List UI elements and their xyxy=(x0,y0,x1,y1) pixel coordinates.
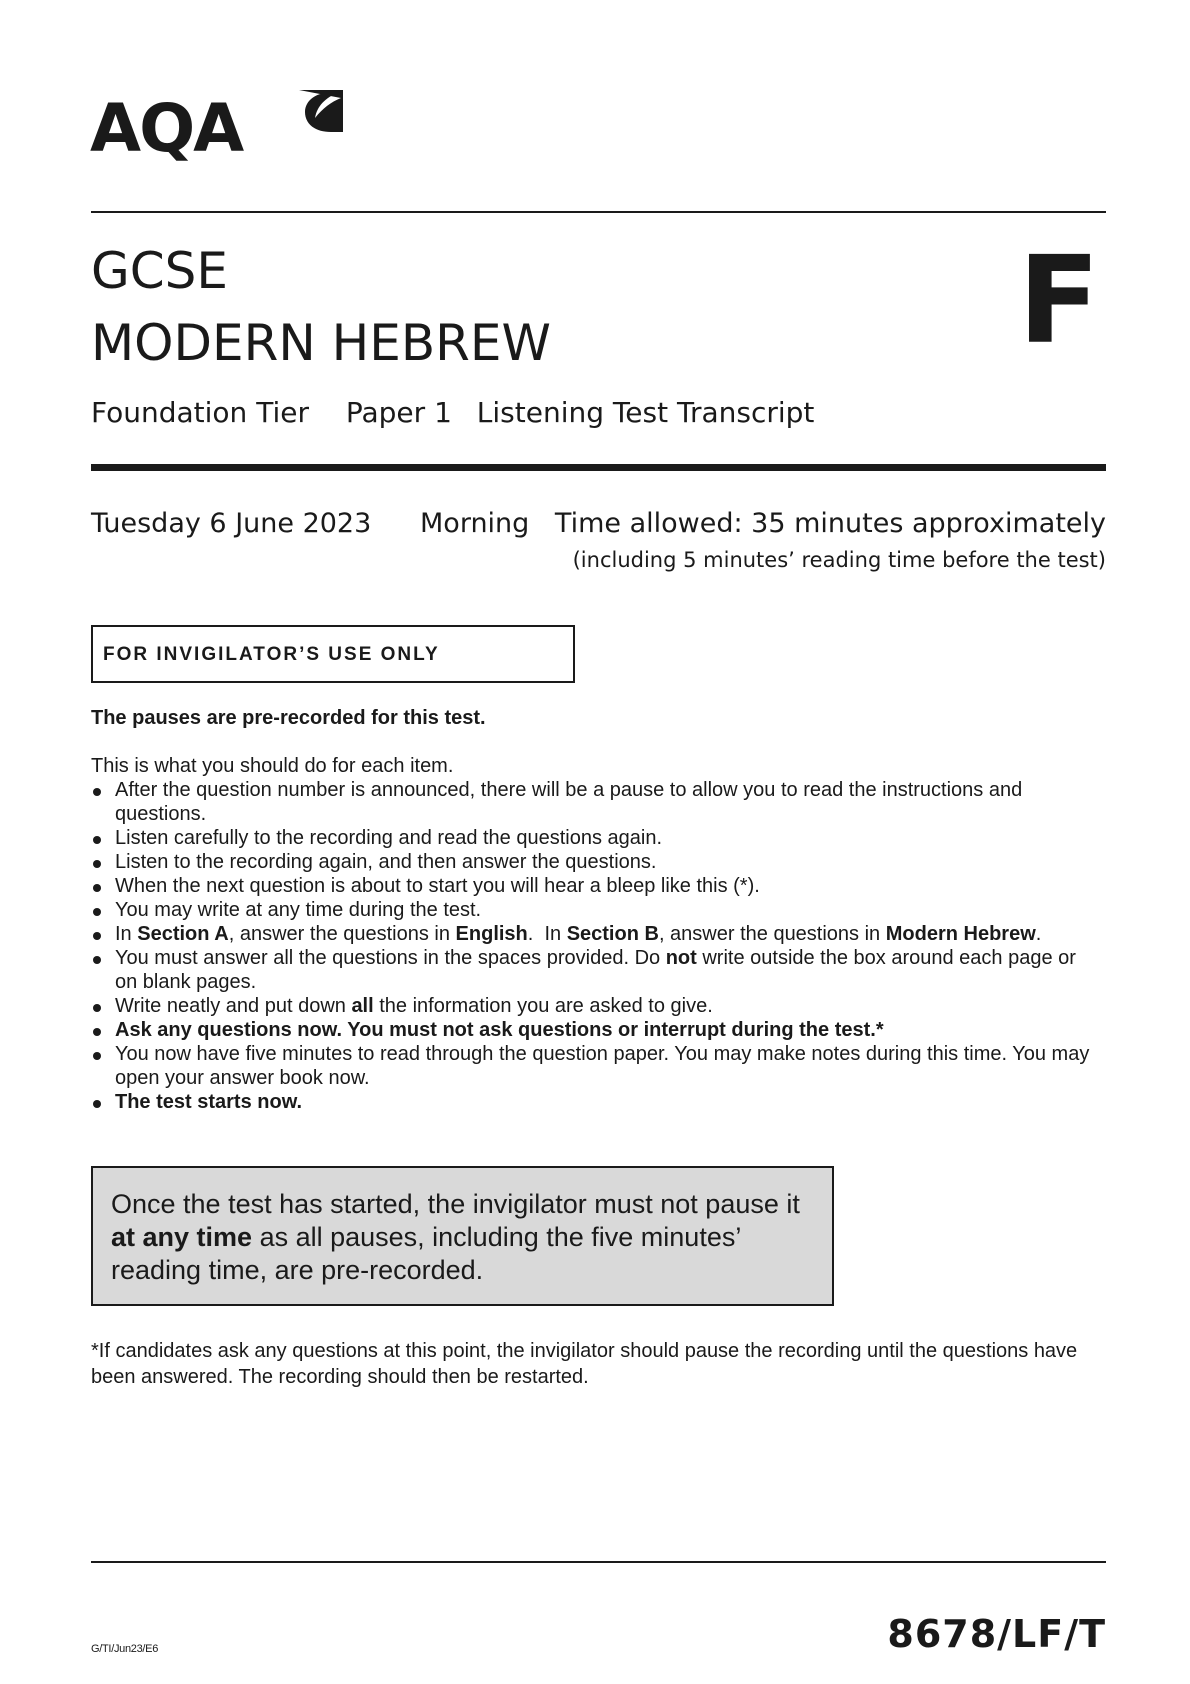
text-run: In xyxy=(115,923,138,945)
text-run-bold: Modern Hebrew xyxy=(885,923,1036,945)
time-note: (including 5 minutes’ reading time before the test) xyxy=(572,548,1106,572)
list-item: Listen carefully to the recording and read the questions again. xyxy=(91,826,1091,850)
text-run: Once the test has started, the invigilator must not pause it xyxy=(111,1189,800,1219)
text-run-bold: Section B xyxy=(566,923,659,945)
text-run: , answer the questions in xyxy=(228,923,456,945)
list-item xyxy=(91,946,1091,994)
qualification-title: GCSE xyxy=(91,242,228,300)
exam-date: Tuesday 6 June 2023 xyxy=(91,508,372,539)
paper-subtitle xyxy=(91,396,842,429)
aqa-logo xyxy=(90,86,350,178)
leaf-mark-icon xyxy=(295,86,347,146)
text-run: . In xyxy=(527,923,567,945)
list-item xyxy=(91,1090,1091,1114)
text-run-bold: Ask any questions now. You must not ask questions or interrupt during the test.* xyxy=(115,1019,884,1041)
list-item xyxy=(91,922,1091,946)
text-run: You must answer all the questions in the spaces provided. Do xyxy=(115,947,666,969)
component-label: Listening Test Transcript xyxy=(476,396,815,429)
subject-title: MODERN HEBREW xyxy=(91,314,551,372)
instructions-intro: This is what you should do for each item. xyxy=(91,755,454,777)
text-run-bold: at any time xyxy=(111,1222,253,1252)
list-item: You may write at any time during the test. xyxy=(91,898,1091,922)
text-run-bold: all xyxy=(351,995,374,1017)
list-item xyxy=(91,1018,1091,1042)
reference-code: G/TI/Jun23/E6 xyxy=(91,1643,159,1655)
list-item: You now have five minutes to read through the question paper. You may make notes during this time. You may open your answer book now. xyxy=(91,1042,1091,1090)
tier-letter: F xyxy=(1018,232,1100,371)
text-run: . xyxy=(1035,923,1042,945)
text-run-bold: English xyxy=(455,923,528,945)
text-run: the information you are asked to give. xyxy=(373,995,713,1017)
list-item: When the next question is about to start you will hear a bleep like this (*). xyxy=(91,874,1091,898)
invigilator-notice xyxy=(91,1166,834,1306)
paper-code: 8678/LF/T xyxy=(887,1612,1106,1656)
text-run: , answer the questions in xyxy=(658,923,886,945)
text-run: write outside the box around each page or on blank pages. xyxy=(115,947,1076,993)
list-item: After the question number is announced, there will be a pause to allow you to read the instructions and questions. xyxy=(91,778,1091,826)
instruction-list xyxy=(91,778,1091,1114)
subtitle-rule xyxy=(91,464,1106,471)
footnote: *If candidates ask any questions at this point, the invigilator should pause the recording until the questions have been answered. The recording should then be restarted. xyxy=(91,1340,1078,1388)
invigilator-box: FOR INVIGILATOR’S USE ONLY xyxy=(91,625,575,683)
footer-rule xyxy=(91,1561,1106,1563)
list-item xyxy=(91,994,1091,1018)
text-run: as all pauses, including the five minutes’ reading time, are pre-recorded. xyxy=(111,1222,741,1285)
logo-text: AQA xyxy=(90,90,243,167)
tier-label: Foundation Tier xyxy=(91,396,309,429)
time-allowed: Time allowed: 35 minutes approximately xyxy=(554,508,1106,539)
header-rule xyxy=(91,211,1106,213)
exam-session: Morning xyxy=(420,508,530,539)
pauses-note: The pauses are pre-recorded for this test. xyxy=(91,707,486,729)
list-item: Listen to the recording again, and then answer the questions. xyxy=(91,850,1091,874)
paper-label: Paper 1 xyxy=(345,396,452,429)
text-run-bold: The test starts now. xyxy=(115,1091,303,1113)
text-run-bold: not xyxy=(665,947,697,969)
text-run-bold: Section A xyxy=(137,923,229,945)
text-run: Write neatly and put down xyxy=(115,995,352,1017)
